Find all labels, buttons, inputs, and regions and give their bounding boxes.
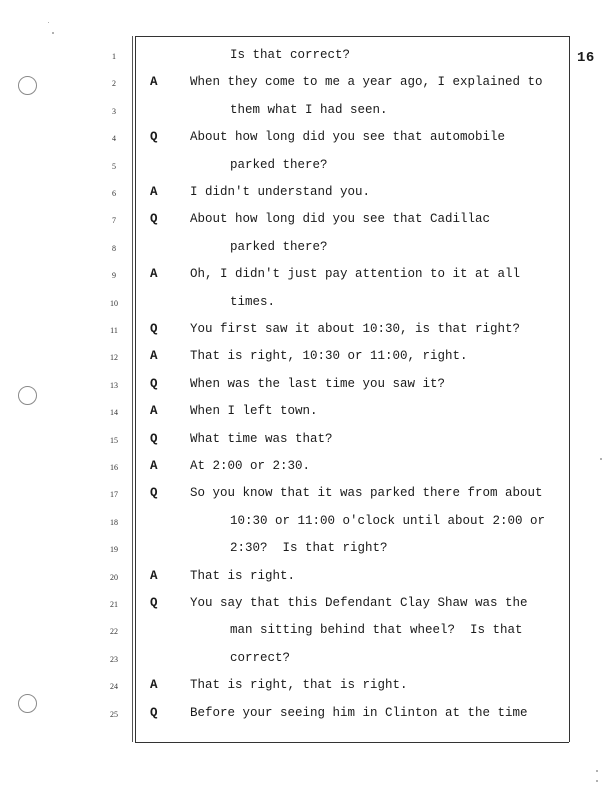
speaker-label: Q [150,212,158,227]
speaker-label: A [150,75,158,90]
transcript-line [0,594,612,614]
speaker-label: A [150,185,158,199]
line-number: 11 [110,326,118,335]
speaker-label: Q [150,486,158,501]
line-text: About how long did you see that automobile [190,130,506,145]
speaker-label: A [150,267,158,282]
transcript-line [0,375,612,395]
transcript-line [0,402,612,422]
transcript-line [0,676,612,696]
transcript-line [0,73,612,93]
line-text: times. [230,294,276,309]
line-number: 24 [110,682,118,692]
page-frame-bottom [135,742,569,743]
page-frame-top [135,36,569,37]
transcript-line [0,265,612,285]
line-number: 20 [110,572,118,582]
line-number: 21 [110,600,118,609]
line-number: 14 [110,408,118,418]
line-text: About how long did you see that Cadillac [190,212,491,227]
line-text: That is right, 10:30 or 11:00, right. [190,349,468,364]
transcript-line [0,101,612,121]
line-text: You first saw it about 10:30, is that right? [190,322,521,336]
transcript-line [0,484,612,504]
transcript-line [0,46,612,66]
line-number: 16 [110,463,118,472]
line-number: 25 [110,709,118,719]
line-text: When they come to me a year ago, I explained to [190,75,543,90]
line-number: 23 [110,654,118,664]
line-text: When I left town. [190,404,318,419]
line-number: 15 [110,435,118,445]
transcript-line [0,347,612,367]
speaker-label: A [150,404,158,419]
line-number: 1 [112,52,116,61]
line-text: man sitting behind that wheel? Is that [230,623,523,638]
line-text: 2:30? Is that right? [230,541,388,556]
line-text: When was the last time you saw it? [190,376,446,391]
line-number: 4 [112,134,116,144]
speaker-label: A [150,459,158,473]
line-text: You say that this Defendant Clay Shaw was the [190,596,528,610]
speaker-label: Q [150,322,158,336]
line-text: parked there? [230,157,328,172]
transcript-line [0,621,612,641]
scan-speck [596,770,598,772]
transcript-line [0,210,612,230]
speaker-label: Q [150,705,158,720]
line-number: 3 [112,106,116,116]
line-text: That is right. [190,568,296,583]
transcript-line [0,512,612,532]
speaker-label: Q [150,431,158,446]
transcript-line [0,128,612,148]
line-number: 10 [110,298,118,308]
transcript-line [0,539,612,559]
line-number: 2 [112,79,116,89]
transcript-line [0,183,612,203]
scan-speck [600,458,602,460]
transcript-line [0,704,612,724]
line-text: 10:30 or 11:00 o'clock until about 2:00 or [230,513,546,528]
line-number: 5 [112,161,116,171]
line-number: 22 [110,627,118,637]
speaker-label: Q [150,596,158,610]
transcript-line [0,567,612,587]
line-number: 12 [110,353,118,363]
line-number: 6 [112,189,116,198]
line-text: Before your seeing him in Clinton at the time [190,705,528,720]
speaker-label: A [150,568,158,583]
transcript-line [0,238,612,258]
line-text: So you know that it was parked there from about [190,486,543,501]
line-text: correct? [230,650,291,665]
line-number: 9 [112,271,116,281]
line-text: Is that correct? [230,48,351,62]
line-number: 8 [112,243,116,253]
line-text: That is right, that is right. [190,678,408,693]
scan-speck [52,32,54,34]
line-number: 7 [112,216,116,226]
transcript-line [0,457,612,477]
line-text: I didn't understand you. [190,185,371,199]
transcript-line [0,293,612,313]
line-text: At 2:00 or 2:30. [190,459,311,473]
line-number: 13 [110,380,118,390]
line-number: 19 [110,545,118,555]
line-text: parked there? [230,239,328,254]
line-text: Oh, I didn't just pay attention to it at all [190,267,521,282]
line-number: 18 [110,517,118,527]
page-number: 16 [577,50,595,66]
transcript-line [0,649,612,669]
line-text: What time was that? [190,431,333,446]
transcript-line [0,156,612,176]
speaker-label: A [150,678,158,693]
transcript-line [0,320,612,340]
scan-speck [48,22,49,23]
line-text: them what I had seen. [230,102,388,117]
scan-speck [596,780,598,782]
transcript-line [0,430,612,450]
speaker-label: A [150,349,158,364]
speaker-label: Q [150,130,158,145]
line-number: 17 [110,490,118,500]
speaker-label: Q [150,376,158,391]
